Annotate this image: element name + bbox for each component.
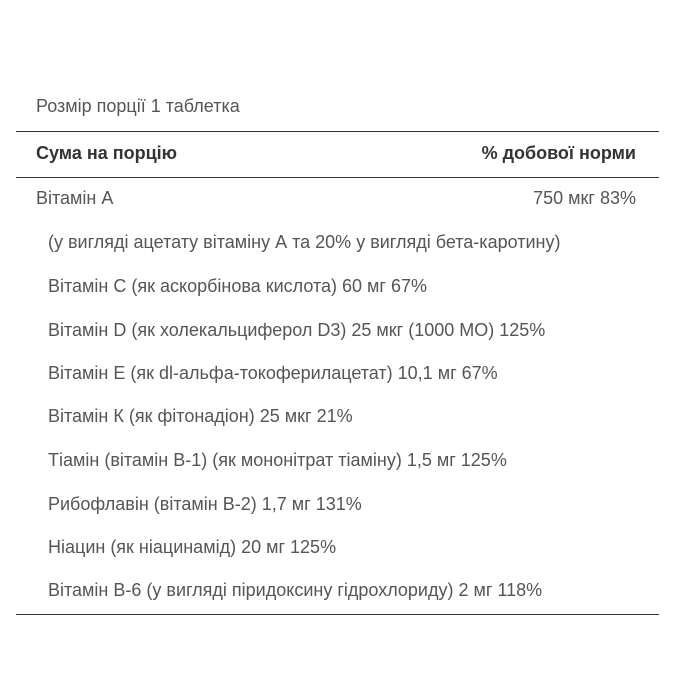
nutrient-row: Вітамін Е (як dl-альфа-токоферилацетат) 10,1 мг 67% — [48, 363, 498, 383]
header-divider — [16, 177, 659, 178]
bottom-divider — [16, 614, 659, 615]
nutrient-row: Вітамін D (як холекальциферол D3) 25 мкг (1000 МО) 125% — [48, 320, 546, 340]
vitamin-a-value: 750 мкг 83% — [533, 188, 636, 208]
nutrient-row: Вітамін В-6 (у вигляді піридоксину гідрохлориду) 2 мг 118% — [48, 580, 543, 600]
nutrient-row: Тіамін (вітамін В-1) (як мононітрат тіаміну) 1,5 мг 125% — [48, 450, 507, 470]
nutrient-row: Рибофлавін (вітамін В-2) 1,7 мг 131% — [48, 494, 362, 514]
vitamin-a-label: Вітамін А — [36, 188, 114, 208]
header-amount-per-serving: Сума на порцію — [36, 143, 178, 163]
top-divider — [16, 131, 659, 132]
header-daily-value: % добової норми — [481, 143, 636, 163]
nutrient-row: (у вигляді ацетату вітаміну А та 20% у вигляді бета-каротину) — [48, 232, 561, 252]
serving-size: Розмір порції 1 таблетка — [36, 96, 240, 116]
nutrient-row: Вітамін К (як фітонадіон) 25 мкг 21% — [48, 406, 353, 426]
nutrient-row: Ніацин (як ніацинамід) 20 мг 125% — [48, 537, 337, 557]
nutrient-row: Вітамін С (як аскорбінова кислота) 60 мг 67% — [48, 276, 428, 296]
